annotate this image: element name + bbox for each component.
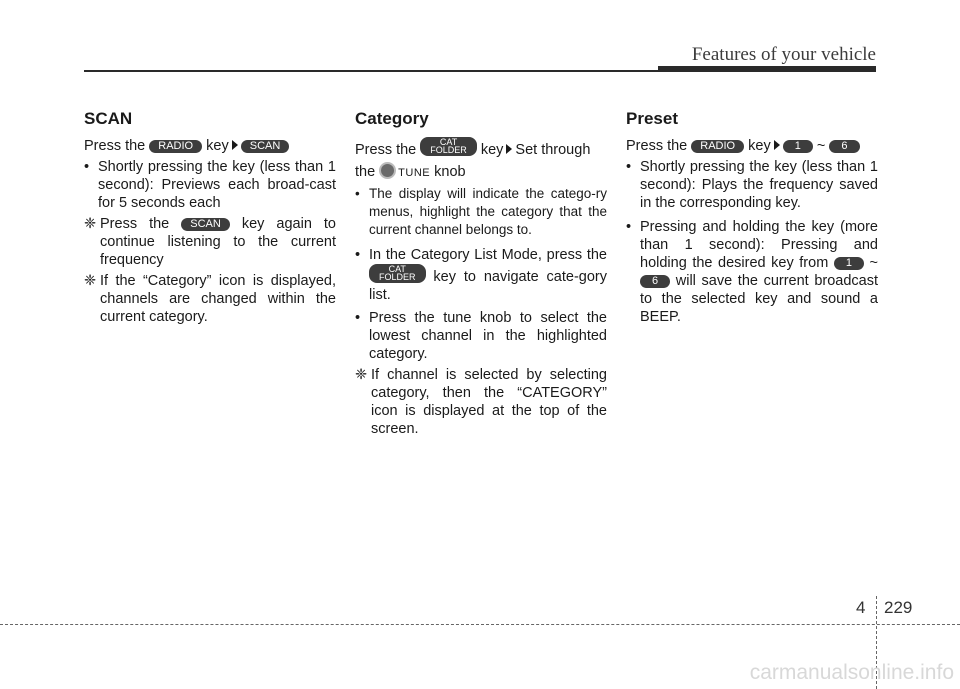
- footer-rule: [0, 624, 960, 625]
- category-instruction-knob: the TUNE knob: [355, 164, 466, 180]
- preset-bullet-short: • Shortly pressing the key (less than 1 second): Plays the frequency saved in the corresponding key.: [626, 159, 878, 211]
- tune-knob-icon: [379, 162, 396, 179]
- bullet-icon: •: [626, 219, 632, 235]
- bullet-icon: •: [84, 159, 90, 175]
- watermark: carmanualsonline.info: [749, 661, 954, 684]
- note-icon: ❈: [355, 367, 368, 383]
- bullet-icon: •: [355, 186, 360, 201]
- arrow-right-icon: [232, 140, 238, 150]
- scan-title: SCAN: [84, 109, 133, 128]
- preset-instruction: Press the RADIO key 1 ~ 6: [626, 137, 878, 155]
- arrow-right-icon: [506, 144, 512, 154]
- preset-key-6: 6: [829, 140, 859, 153]
- preset-key-6: 6: [640, 275, 670, 288]
- bullet-icon: •: [355, 247, 361, 263]
- scan-instruction: Press the RADIO key SCAN: [84, 137, 336, 155]
- category-note-icon: ❈ If channel is selected by selecting category, then the “CATEGORY” icon is displayed at the top of the screen.: [355, 367, 607, 437]
- radio-key: RADIO: [691, 140, 744, 153]
- cat-folder-key: CAT FOLDER: [420, 137, 477, 156]
- category-title: Category: [355, 109, 429, 128]
- cat-folder-key: CAT FOLDER: [369, 264, 426, 283]
- bullet-icon: •: [355, 310, 361, 326]
- arrow-right-icon: [774, 140, 780, 150]
- header-rule-accent: [658, 66, 876, 72]
- scan-key: SCAN: [181, 218, 230, 231]
- scan-key: SCAN: [241, 140, 290, 153]
- category-instruction: Press the CAT FOLDER key Set through: [355, 137, 591, 158]
- preset-key-1: 1: [783, 140, 813, 153]
- chapter-number: 4: [856, 598, 866, 617]
- header-title: Features of your vehicle: [691, 44, 876, 65]
- tune-label: TUNE: [398, 167, 431, 179]
- category-bullet-tune: • Press the tune knob to select the lowest channel in the highlighted category.: [355, 310, 607, 362]
- bullet-icon: •: [626, 159, 632, 175]
- preset-section: [626, 110, 878, 326]
- scan-bullet-preview: • Shortly pressing the key (less than 1 second): Previews each broad-cast for 5 seconds each: [84, 159, 336, 211]
- page-number: 229: [884, 598, 913, 617]
- category-bullet-display: • The display will indicate the catego-ry menus, highlight the category that the current channel belongs to.: [355, 186, 607, 237]
- preset-bullet-hold: • Pressing and holding the key (more than 1 second): Pressing and holding the desired key from 1 ~ 6 will save the current broadcast to the selected key and sound a BEEP.: [626, 219, 879, 325]
- category-section: [355, 110, 607, 438]
- scan-section: [84, 110, 336, 326]
- category-bullet-list-mode: • In the Category List Mode, press the CAT FOLDER key to navigate cate-gory list.: [355, 247, 607, 303]
- preset-title: Preset: [626, 109, 678, 128]
- scan-note-continue: ❈ Press the SCAN key again to continue listening to the current frequency: [84, 216, 336, 268]
- preset-key-1: 1: [834, 257, 864, 270]
- scan-note-category: ❈ If the “Category” icon is displayed, channels are changed within the current category.: [84, 273, 336, 325]
- radio-key: RADIO: [149, 140, 202, 153]
- note-icon: ❈: [84, 273, 97, 289]
- note-icon: ❈: [84, 216, 97, 232]
